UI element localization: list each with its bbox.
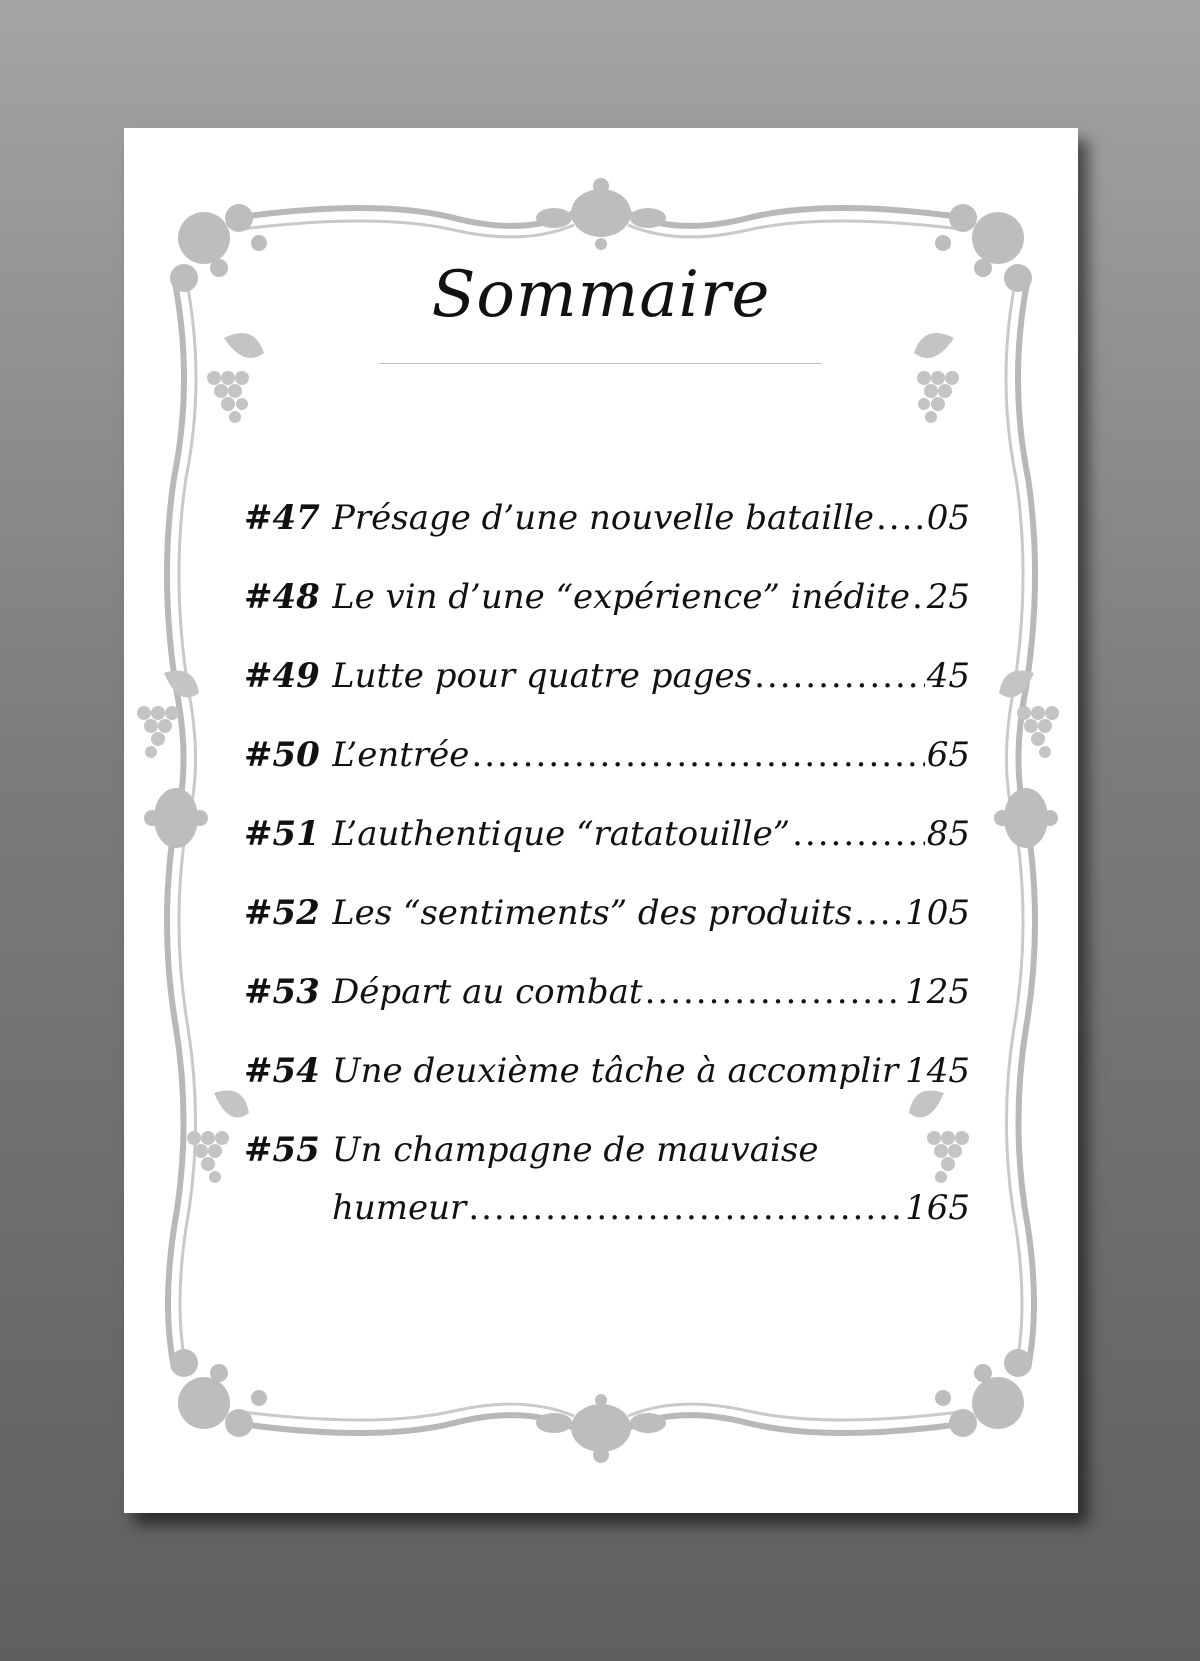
toc-entry (244, 814, 970, 874)
toc-entry-continuation (244, 1188, 970, 1248)
chapter-number: #54 (244, 1051, 320, 1091)
corner-ornament-top-left (170, 204, 267, 292)
toc-entry (244, 498, 970, 558)
chapter-number: #50 (244, 735, 320, 775)
page-number: 125 (905, 972, 970, 1012)
toc-entry (244, 1051, 970, 1111)
dot-leader (754, 656, 925, 696)
page-number: 165 (905, 1188, 970, 1228)
dot-leader (876, 498, 925, 538)
chapter-title: Les “sentiments” des produits (332, 893, 853, 933)
page-number: 105 (905, 893, 970, 933)
page-number: 05 (926, 498, 970, 538)
toc-entry (244, 1130, 970, 1190)
dot-leader (900, 1051, 903, 1091)
chapter-title: Départ au combat (332, 972, 643, 1012)
chapter-title: L’authentique “ratatouille” (332, 814, 791, 854)
chapter-title: Présage d’une nouvelle bataille (332, 498, 874, 538)
chapter-number: #51 (244, 814, 320, 854)
page-number: 25 (926, 577, 970, 617)
book-page (124, 128, 1078, 1513)
chapter-title: Une deuxième tâche à accomplir (332, 1051, 899, 1091)
chapter-number: #53 (244, 972, 320, 1012)
page-title: Sommaire (431, 258, 771, 332)
toc-entry (244, 577, 970, 637)
dot-leader (645, 972, 904, 1012)
title-underline (380, 363, 822, 364)
dot-leader (854, 893, 903, 933)
page-number: 65 (926, 735, 970, 775)
page-number: 85 (926, 814, 970, 854)
toc-entry (244, 972, 970, 1032)
page-number: 45 (926, 656, 970, 696)
dot-leader (792, 814, 925, 854)
page-number: 145 (905, 1051, 970, 1091)
chapter-title-line2: humeur (332, 1188, 467, 1228)
dot-leader (912, 577, 925, 617)
toc-entry (244, 656, 970, 716)
chapter-number: #52 (244, 893, 320, 933)
chapter-number: #48 (244, 577, 320, 617)
chapter-number: #47 (244, 498, 320, 538)
chapter-title: L’entrée (332, 735, 470, 775)
chapter-title-line1: Un champagne de mauvaise (332, 1130, 819, 1170)
toc-entry (244, 735, 970, 795)
dot-leader (468, 1188, 903, 1228)
dot-leader (471, 735, 924, 775)
toc-entry (244, 893, 970, 953)
chapter-title: Le vin d’une “expérience” inédite (332, 577, 910, 617)
chapter-number: #55 (244, 1130, 320, 1170)
chapter-number: #49 (244, 656, 320, 696)
chapter-title: Lutte pour quatre pages (332, 656, 753, 696)
